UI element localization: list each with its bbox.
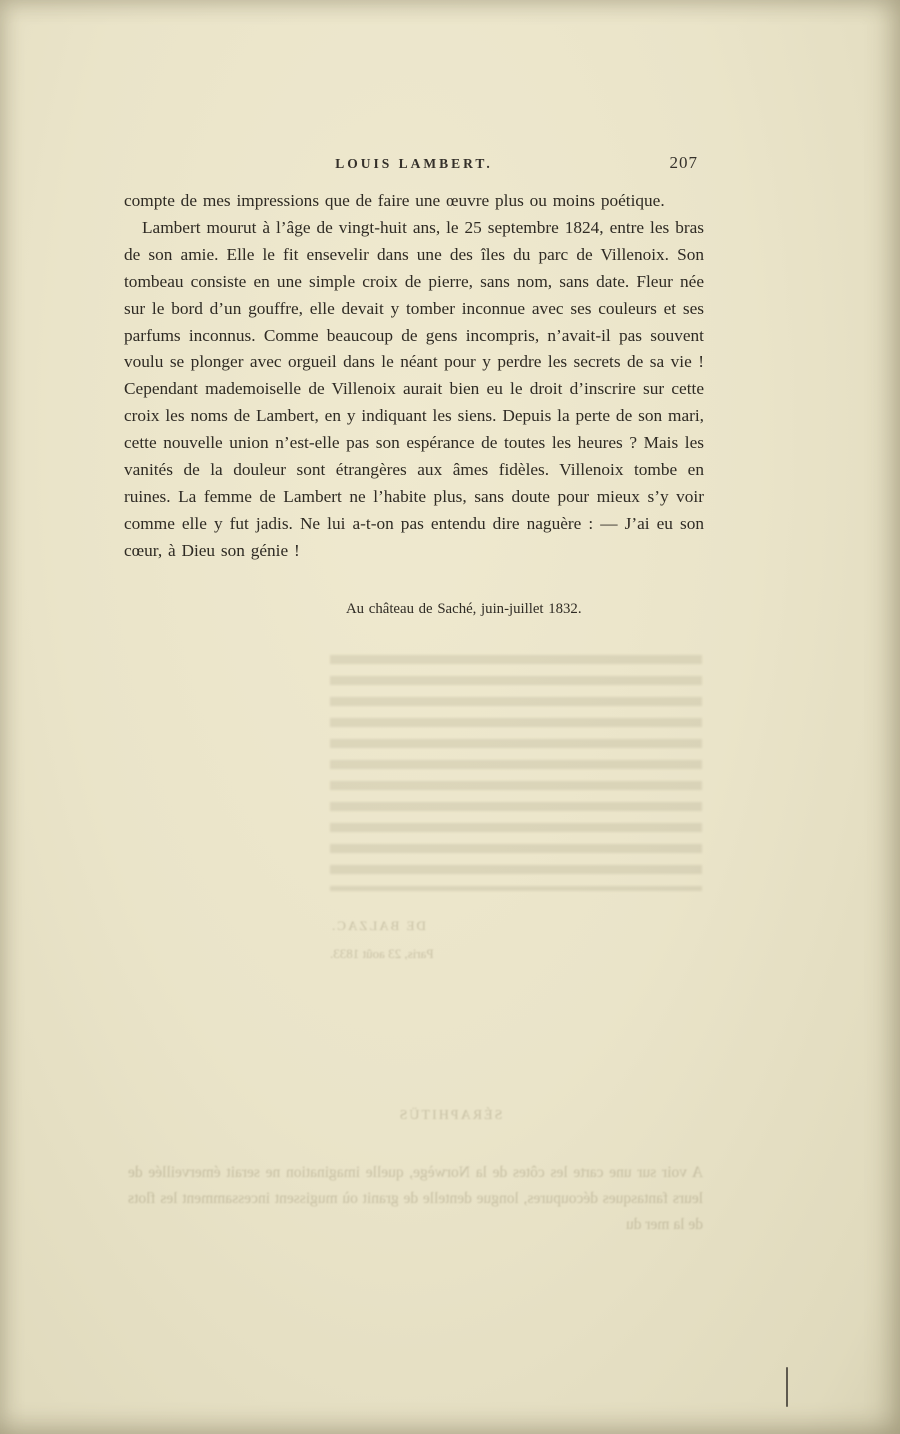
bleedthrough-text: A voir sur une carte les côtes de la Norwège, quelle imagination ne serait émerveillée de leurs fantasques découpures, longue dentelle de granit où mugissent incessamment les flots de la mer du [128,1164,703,1233]
ink-mark [786,1367,788,1407]
bleedthrough-chapter-title: SÉRAPHITÜS [397,1108,503,1123]
bleedthrough-paragraph-blur [330,655,702,891]
body-text [124,188,704,619]
bleedthrough-signature: DE BALZAC. [330,918,426,933]
running-head [124,153,704,178]
bleedthrough-date: Paris, 23 août 1833. [330,946,434,961]
paragraph-continued: compte de mes impressions que de faire une œuvre plus ou moins poétique. [124,191,665,210]
paragraph-main: Lambert mourut à l’âge de vingt-huit ans, le 25 septembre 1824, entre les bras de son amie. Elle le fit ensevelir dans une des îles du parc de Villenoix. Son tombeau consiste en une simple croix de pierre, sans nom, sans date. Fleur née sur le bord d’un gouffre, elle devait y tomber inconnue avec ses couleurs et ses parfums inconnus. Comme beaucoup de gens incompris, n’avait-il pas souvent voulu se plonger avec orgueil dans le néant pour y perdre les secrets de sa vie ! Cependant mademoiselle de Villenoix aurait bien eu le droit d’inscrire sur cette croix les noms de Lambert, en y indiquant les siens. Depuis la perte de son mari, cette nouvelle union n’est-elle pas son espérance de toutes les heures ? Mais les vanités de la douleur sont étrangères aux âmes fidèles. Villenoix tombe en ruines. La femme de Lambert ne l’habite plus, sans doute pour mieux s’y voir comme elle y fut jadis. Ne lui a-t-on pas entendu dire naguère : — J’ai eu son cœur, à Dieu son génie ! [124,217,704,560]
colophon: Au château de Saché, juin-juillet 1832. [346,600,582,617]
page-number: 207 [669,153,698,172]
running-title: LOUIS LAMBERT. [335,156,493,171]
